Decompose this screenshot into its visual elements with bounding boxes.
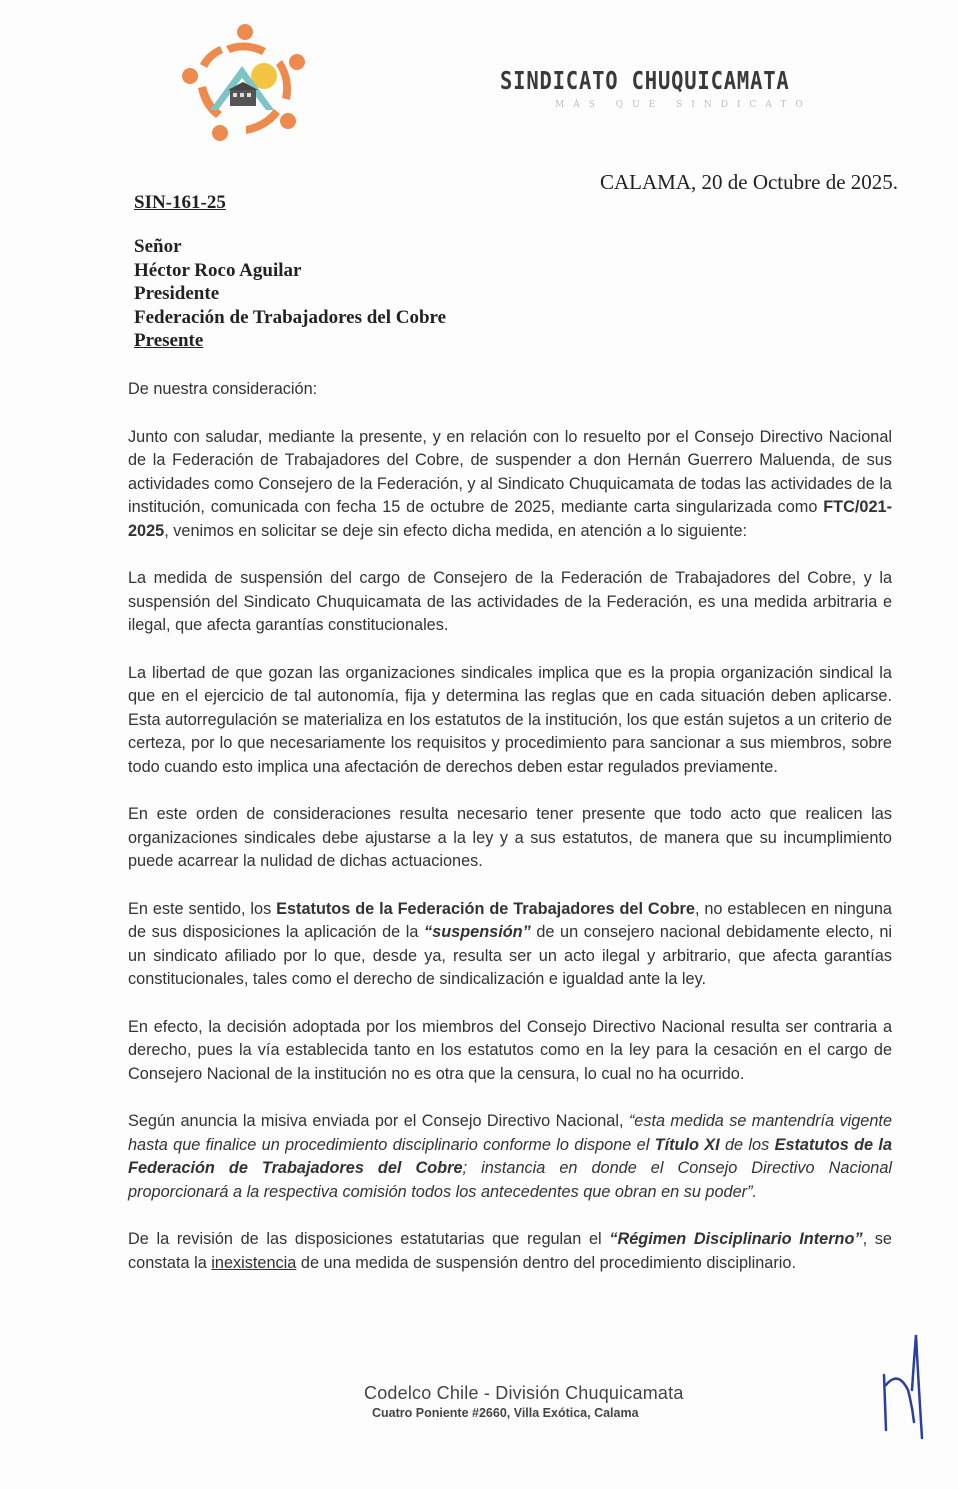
paragraph-3: La libertad de que gozan las organizaciones sindicales implica que es la propia organización sindical la que en el ejercicio de tal autonomía, fija y determina las reglas que en cada situación deben aplicarse. Esta autorregulación se materializa en los estatutos de la institución, los que están sujetos a un criterio de certeza, por lo que necesariamente los requisitos y procedimiento para sancionar a sus miembros, sobre todo cuando esto implica una afectación de derechos deben estar regulados previamente. [128, 663, 892, 776]
addressee-closing: Presente [134, 330, 204, 351]
addressee-name: Héctor Roco Aguilar [134, 259, 302, 281]
paragraph-8: De la revisión de las disposiciones estatutarias que regulan el “Régimen Disciplinario Interno”, se constata la inexistencia de una medida de suspensión dentro del procedimiento disciplinario. [128, 1230, 892, 1272]
footer [364, 1383, 704, 1420]
paragraph-2: La medida de suspensión del cargo de Consejero de la Federación de Trabajadores del Cobre, y la suspensión del Sindicato Chuquicamata de las actividades de la Federación, es una medida arbitraria e ilegal, que afecta garantías constitucionales. [128, 569, 892, 634]
date-line: CALAMA, 20 de Octubre de 2025. [600, 170, 899, 194]
paragraph-7: Según anuncia la misiva enviada por el Consejo Directivo Nacional, “esta medida se mantendría vigente hasta que finalice un procedimiento disciplinario conforme lo dispone el Título XI de los Estatutos de la Federación de Trabajadores del Cobre; instancia en donde el Consejo Directivo Nacional proporcionará a la respectiva comisión todos los antecedentes que obran en su poder”. [128, 1112, 892, 1201]
signature-initial [872, 1330, 932, 1445]
addressee-position: Presidente [134, 283, 220, 304]
addressee-organization: Federación de Trabajadores del Cobre [134, 306, 447, 328]
organization-tagline: MÁS QUE SINDICATO [555, 100, 812, 110]
footer-line-1: Codelco Chile - División Chuquicamata [364, 1383, 684, 1403]
paragraph-5: En este sentido, los Estatutos de la Federación de Trabajadores del Cobre, no establecen en ninguna de sus disposiciones la aplicación de la “suspensión” de un consejero nacional debidamente electo, ni un sindicato afiliado por lo que, desde ya, resulta ser un acto ilegal y arbitrario, que afecta garantías constitucionales, tales como el derecho de sindicalización e igualdad ante la ley. [128, 899, 892, 988]
organization-name: SINDICATO CHUQUICAMATA [500, 66, 790, 95]
union-logo [176, 18, 314, 148]
paragraph-1: Junto con saludar, mediante la presente, y en relación con lo resuelto por el Consejo Directivo Nacional de la Federación de Trabajadores del Cobre, de suspender a don Hernán Guerrero Maluenda, de sus actividades como Consejero de la Federación, y al Sindicato Chuquicamata de todas las actividades de la institución, comunicada con fecha 15 de octubre de 2025, mediante carta singularizada como FTC/021-2025, venimos en solicitar se deje sin efecto dicha medida, en atención a lo siguiente: [128, 427, 892, 540]
letter-body [128, 378, 892, 1275]
greeting: De nuestra consideración: [128, 380, 318, 398]
reference-number: SIN-161-25 [134, 192, 226, 213]
paragraph-4: En este orden de consideraciones resulta necesario tener presente que todo acto que realicen las organizaciones sindicales debe ajustarse a la ley y a sus estatutos, de manera que su incumplimiento puede acarrear la nulidad de dichas actuaciones. [128, 805, 892, 870]
paragraph-6: En efecto, la decisión adoptada por los miembros del Consejo Directivo Nacional resulta ser contraria a derecho, pues la vía establecida tanto en los estatutos como en la ley para la cesación en el cargo de Consejero Nacional de la institución no es otra que la censura, lo cual no ha ocurrido. [128, 1017, 892, 1083]
addressee-block [134, 235, 446, 353]
addressee-salutation: Señor [134, 236, 182, 257]
footer-line-2: Cuatro Poniente #2660, Villa Exótica, Calama [372, 1406, 639, 1420]
